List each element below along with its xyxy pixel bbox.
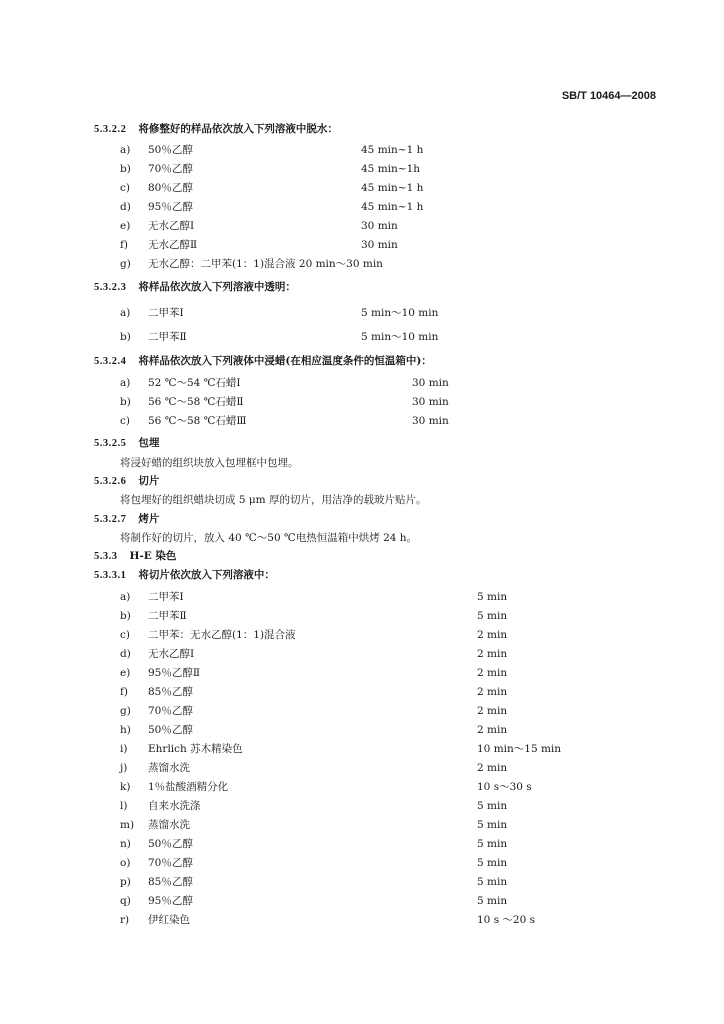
section-body: 将包埋好的组织蜡块切成 5 μm 厚的切片，用洁净的载玻片贴片。 xyxy=(120,494,427,506)
list-item: p) 85％乙醇 5 min xyxy=(120,876,508,888)
list-item: l) 自来水洗涤 5 min xyxy=(120,800,508,812)
list-item: a) 52 ℃～54 ℃石蜡Ⅰ 30 min xyxy=(120,377,449,389)
list-item: b) 56 ℃～58 ℃石蜡Ⅱ 30 min xyxy=(120,396,449,408)
list-item: n) 50％乙醇 5 min xyxy=(120,838,508,850)
list-item: a) 二甲苯Ⅰ 5 min～10 min xyxy=(120,307,439,319)
section-number: 5.3.2.3 xyxy=(94,282,127,293)
list-item: j) 蒸馏水洗 2 min xyxy=(120,762,508,774)
section-number: 5.3.2.7 xyxy=(94,514,127,525)
section-number: 5.3.2.5 xyxy=(94,438,127,449)
section-text: 将修整好的样品依次放入下列溶液中脱水： xyxy=(138,123,338,135)
section-title: 烤片 xyxy=(138,513,160,525)
list-item: q) 95％乙醇 5 min xyxy=(120,895,508,907)
list-item: g) 70％乙醇 2 min xyxy=(120,705,508,717)
section-5-3-2-6 xyxy=(94,474,159,489)
list-item: f) 无水乙醇Ⅱ 30 min xyxy=(120,239,398,251)
section-number: 5.3.3.1 xyxy=(94,570,127,581)
list-item: k) 1％盐酸酒精分化 10 s～30 s xyxy=(120,781,532,793)
section-body: 将浸好蜡的组织块放入包埋框中包埋。 xyxy=(120,457,299,469)
section-text: 将样品依次放入下列溶液中透明： xyxy=(138,281,296,293)
section-title: 包埋 xyxy=(138,437,160,449)
section-5-3-3 xyxy=(94,549,176,564)
section-text: 将样品依次放入下列液体中浸蜡(在相应温度条件的恒温箱中)： xyxy=(138,355,432,367)
section-5-3-3-1 xyxy=(94,568,275,583)
list-item: i) Ehrlich 苏木精染色 10 min～15 min xyxy=(120,743,562,755)
list-item: m) 蒸馏水洗 5 min xyxy=(120,819,508,831)
list-item: r) 伊红染色 10 s ～20 s xyxy=(120,914,536,926)
list-item: h) 50％乙醇 2 min xyxy=(120,724,508,736)
list-item: d) 无水乙醇Ⅰ 2 min xyxy=(120,648,508,660)
section-5-3-2-2 xyxy=(94,122,338,137)
list-item: b) 二甲苯Ⅱ 5 min～10 min xyxy=(120,331,439,343)
section-title: 切片 xyxy=(138,475,160,487)
list-item: b) 二甲苯Ⅱ 5 min xyxy=(120,610,508,622)
standard-header: SB/T 10464—2008 xyxy=(561,90,656,102)
section-number: 5.3.3 xyxy=(94,551,118,562)
section-5-3-2-5 xyxy=(94,436,159,451)
list-item: f) 85％乙醇 2 min xyxy=(120,686,508,698)
list-item: a) 50％乙醇 45 min~1 h xyxy=(120,144,424,156)
list-item: g) 无水乙醇：二甲苯(1：1)混合液 20 min～30 min xyxy=(120,258,383,270)
list-item: c) 56 ℃～58 ℃石蜡Ⅲ 30 min xyxy=(120,415,449,427)
section-5-3-2-7 xyxy=(94,512,159,527)
section-number: 5.3.2.6 xyxy=(94,476,127,487)
list-item: c) 80％乙醇 45 min~1 h xyxy=(120,182,424,194)
list-item: c) 二甲苯：无水乙醇(1：1)混合液 2 min xyxy=(120,629,508,641)
section-title: H-E 染色 xyxy=(129,550,177,562)
list-item: d) 95％乙醇 45 min~1 h xyxy=(120,201,424,213)
section-body: 将制作好的切片，放入 40 ℃～50 ℃电热恒温箱中烘烤 24 h。 xyxy=(120,532,418,544)
list-item: o) 70％乙醇 5 min xyxy=(120,857,508,869)
list-item: a) 二甲苯Ⅰ 5 min xyxy=(120,591,508,603)
section-5-3-2-3 xyxy=(94,280,296,295)
list-item: e) 无水乙醇Ⅰ 30 min xyxy=(120,220,398,232)
section-number: 5.3.2.2 xyxy=(94,124,127,135)
list-item: e) 95％乙醇Ⅱ 2 min xyxy=(120,667,508,679)
section-5-3-2-4 xyxy=(94,354,432,369)
section-text: 将切片依次放入下列溶液中： xyxy=(138,569,275,581)
list-item: b) 70％乙醇 45 min~1h xyxy=(120,163,421,175)
section-number: 5.3.2.4 xyxy=(94,356,127,367)
